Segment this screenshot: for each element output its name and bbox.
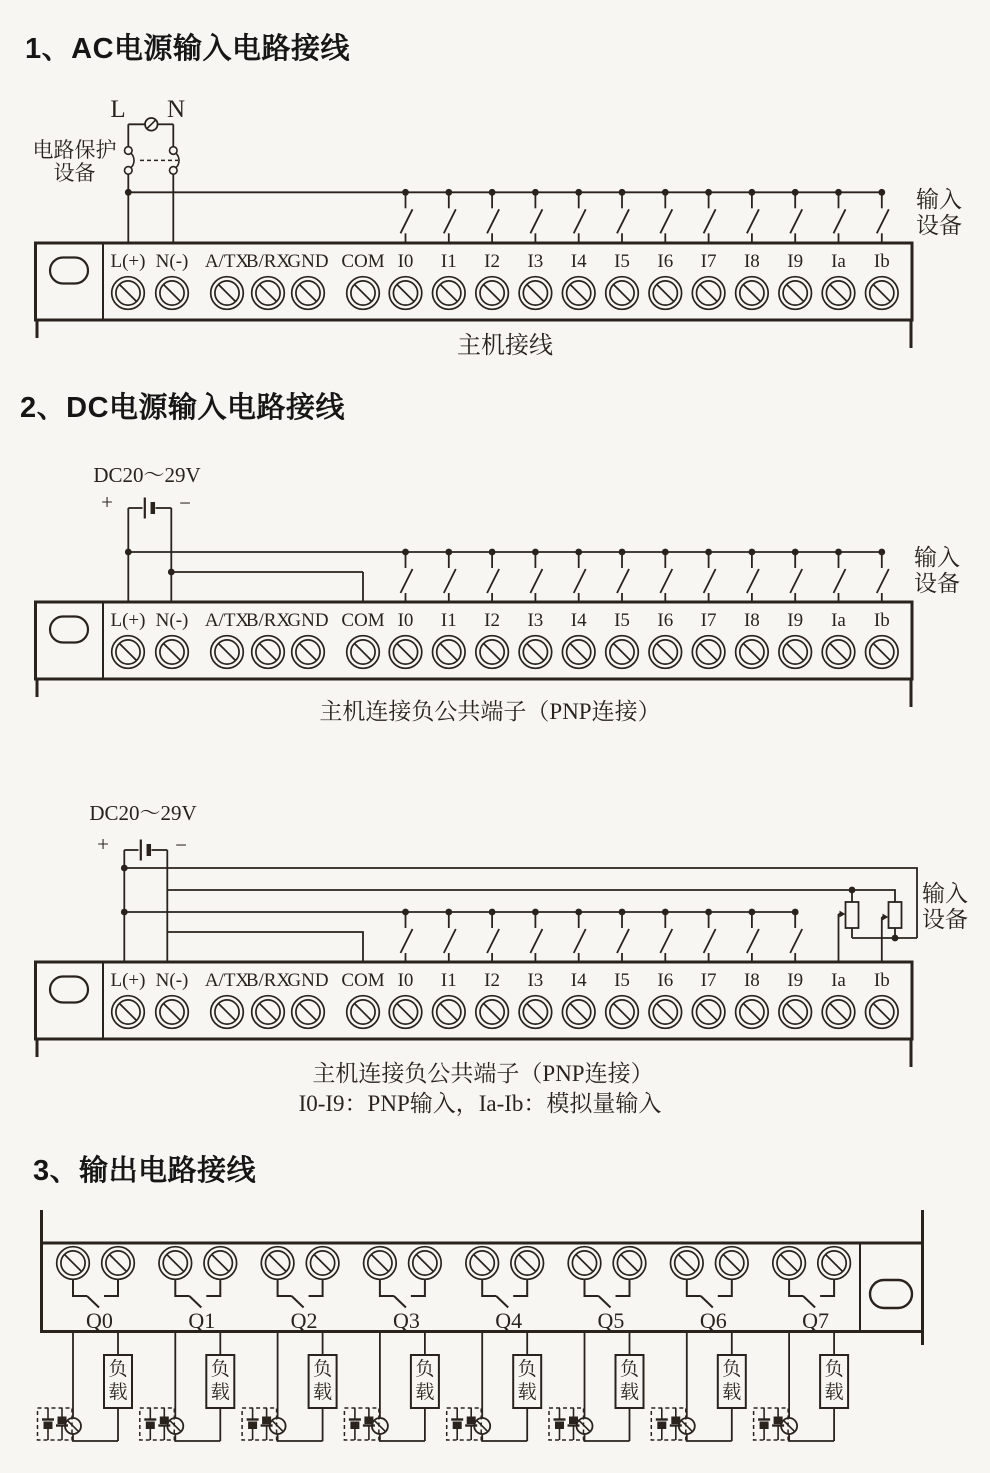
output-diagram xyxy=(38,1210,925,1441)
output-channel-label: Q3 xyxy=(392,1308,420,1333)
dc1-terminal-label: I4 xyxy=(570,610,587,631)
section-3-title: 3、输出电路接线 xyxy=(33,1155,257,1187)
ac-terminal-label: I5 xyxy=(614,251,630,272)
ac-terminal-label: I2 xyxy=(484,251,500,272)
dc1-input-device-label-line2: 设备 xyxy=(914,571,960,596)
ac-terminal-label: GND xyxy=(287,251,329,272)
dc2-terminal-label: GND xyxy=(287,970,329,991)
output-channel-label: Q4 xyxy=(495,1308,523,1333)
load-label: 负载 xyxy=(415,1359,435,1403)
dc1-terminal-label: Ia xyxy=(831,610,846,631)
dc2-voltage-label: DC20～29V xyxy=(89,801,197,825)
ac-input-device-label-line2: 设备 xyxy=(916,213,962,238)
ac-terminal-label: COM xyxy=(341,251,385,272)
dc2-terminal-label: I3 xyxy=(527,970,544,991)
dc1-minus-label: − xyxy=(179,491,191,515)
dc2-terminal-label: I7 xyxy=(700,970,717,991)
dc2-terminal-label: I4 xyxy=(570,970,587,991)
load-label: 负载 xyxy=(722,1359,742,1403)
ac-terminal-label: I3 xyxy=(527,251,544,272)
dc2-terminal-label: I1 xyxy=(440,970,457,991)
dc1-terminal-label: I2 xyxy=(484,610,500,631)
dc2-terminal-label: Ib xyxy=(873,970,890,991)
load-label: 负载 xyxy=(517,1359,537,1403)
ac-terminal-label: I7 xyxy=(700,251,717,272)
load-label: 负载 xyxy=(619,1359,639,1403)
dc2-terminal-label: I9 xyxy=(787,970,804,991)
ac-terminal-label: L(+) xyxy=(110,251,146,272)
load-label: 负载 xyxy=(313,1359,333,1403)
ac-terminal-label: B/RX xyxy=(245,251,291,272)
dc2-minus-label: − xyxy=(175,833,187,857)
dc1-voltage-label: DC20～29V xyxy=(93,463,201,487)
dc-input-diagram-2 xyxy=(36,840,918,1068)
dc1-terminal-label: I5 xyxy=(614,610,630,631)
ac-terminal-label: I6 xyxy=(657,251,674,272)
ac-input-diagram xyxy=(36,118,913,348)
dc2-caption-1: 主机连接负公共端子（PNP连接） xyxy=(312,1061,654,1086)
dc1-terminal-label: I3 xyxy=(527,610,544,631)
output-channel-label: Q1 xyxy=(188,1308,216,1333)
dc1-terminal-label: I1 xyxy=(440,610,457,631)
dc1-terminal-label: B/RX xyxy=(245,610,291,631)
ac-caption: 主机接线 xyxy=(457,333,553,359)
dc1-terminal-label: I6 xyxy=(657,610,674,631)
load-label: 负载 xyxy=(108,1359,128,1403)
dc2-terminal-label: COM xyxy=(341,970,385,991)
load-label: 负载 xyxy=(824,1359,844,1403)
dc2-terminal-label: I0 xyxy=(397,970,414,991)
dc2-input-device-label-line1: 输入 xyxy=(922,881,968,906)
dc2-terminal-label: A/TX xyxy=(204,970,250,991)
ac-terminal-label: I1 xyxy=(440,251,457,272)
ac-terminal-label: A/TX xyxy=(204,251,250,272)
dc2-terminal-label: L(+) xyxy=(110,970,146,991)
dc1-terminal-label: GND xyxy=(287,610,329,631)
dc1-caption: 主机连接负公共端子（PNP连接） xyxy=(319,699,661,724)
dc1-terminal-label: I0 xyxy=(397,610,414,631)
output-channel-label: Q0 xyxy=(86,1308,113,1333)
ac-input-device-label-line1: 输入 xyxy=(916,187,962,212)
ac-terminal-label: Ib xyxy=(873,251,890,272)
dc2-terminal-label: B/RX xyxy=(245,970,291,991)
dc1-terminal-label: COM xyxy=(341,610,385,631)
dc1-terminal-label: Ib xyxy=(873,610,890,631)
ac-terminal-label: N(-) xyxy=(155,251,189,272)
dc1-terminal-label: L(+) xyxy=(110,610,146,631)
ac-protection-label-line2: 设备 xyxy=(53,161,96,185)
dc1-plus-label: + xyxy=(101,490,113,514)
ac-terminal-label: I8 xyxy=(743,251,760,272)
load-label: 负载 xyxy=(210,1359,230,1403)
section-2-title: 2、DC电源输入电路接线 xyxy=(20,392,346,424)
dc-input-diagram-1 xyxy=(36,498,913,708)
output-channel-label: Q2 xyxy=(290,1308,318,1333)
dc2-plus-label: + xyxy=(97,832,109,856)
dc1-terminal-label: I9 xyxy=(787,610,804,631)
dc2-terminal-label: Ia xyxy=(831,970,846,991)
ac-line-n-label: N xyxy=(166,96,186,123)
dc1-terminal-label: A/TX xyxy=(204,610,250,631)
dc2-input-device-label-line2: 设备 xyxy=(922,907,968,932)
dc1-terminal-label: I7 xyxy=(700,610,717,631)
ac-terminal-label: I0 xyxy=(397,251,414,272)
output-channel-label: Q6 xyxy=(699,1308,727,1333)
dc2-terminal-label: N(-) xyxy=(155,970,189,991)
ac-line-l-label: L xyxy=(110,96,126,123)
dc2-terminal-label: I5 xyxy=(614,970,630,991)
output-channel-label: Q5 xyxy=(597,1308,625,1333)
dc1-terminal-label: I8 xyxy=(743,610,760,631)
dc1-input-device-label-line1: 输入 xyxy=(914,545,960,570)
ac-terminal-label: I9 xyxy=(787,251,804,272)
output-channel-label: Q7 xyxy=(802,1308,830,1333)
dc2-terminal-label: I8 xyxy=(743,970,760,991)
section-1-title: 1、AC电源输入电路接线 xyxy=(25,33,351,65)
dc1-terminal-label: N(-) xyxy=(155,610,189,631)
ac-terminal-label: I4 xyxy=(570,251,587,272)
dc2-terminal-label: I2 xyxy=(484,970,500,991)
dc2-caption-2: I0-I9：PNP输入，Ia-Ib：模拟量输入 xyxy=(298,1091,662,1116)
dc2-terminal-label: I6 xyxy=(657,970,674,991)
ac-terminal-label: Ia xyxy=(831,251,846,272)
ac-protection-label-line1: 电路保护 xyxy=(32,138,117,162)
